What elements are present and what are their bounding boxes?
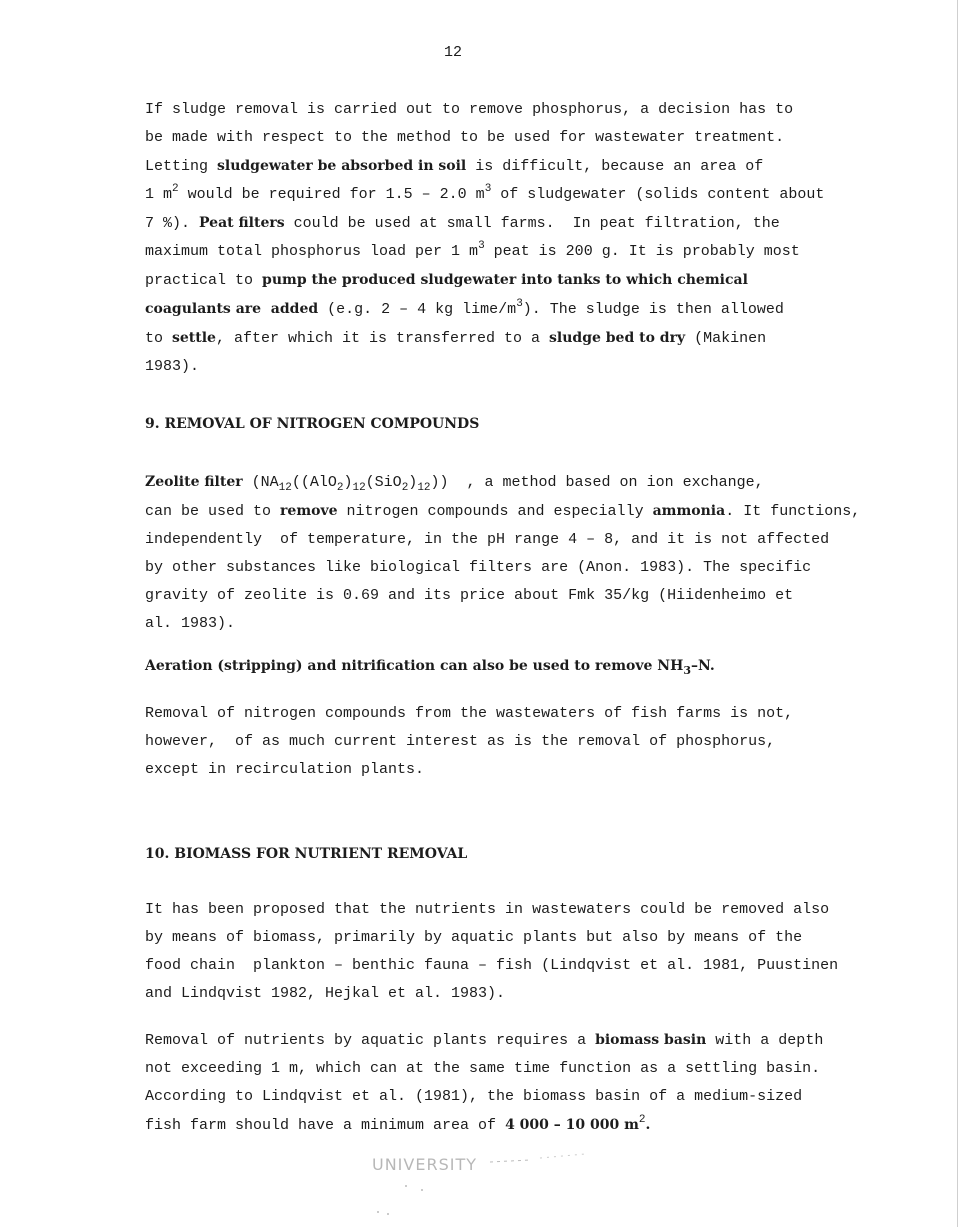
- text-line: can be used to remove nitrogen compounds and especially ammonia. It functions,: [145, 503, 861, 520]
- text-line: gravity of zeolite is 0.69 and its price about Fmk 35/kg (Hiidenheimo et: [145, 587, 794, 604]
- text-line: al. 1983).: [145, 615, 236, 632]
- text-line: practical to pump the produced sludgewater into tanks to which chemical: [145, 272, 748, 289]
- text-line: It has been proposed that the nutrients in wastewaters could be removed also: [145, 901, 830, 918]
- section-heading-9: 9. REMOVAL OF NITROGEN COMPOUNDS: [145, 416, 480, 432]
- text-line: Zeolite filter $(NA_{12}((AlO_2)_{12}(SiO_2)_{12}))$ , a method based on ion exchange,: [145, 474, 764, 494]
- paragraph-biomass-basin: [145, 1026, 905, 1140]
- text-line: coagulants are added (e.g. 2 – 4 kg lime/$m^3$). The sludge is then allowed: [145, 298, 784, 318]
- scan-edge-line: [957, 0, 958, 1227]
- text-line: independently of temperature, in the pH range 4 – 8, and it is not affected: [145, 531, 830, 548]
- text-line: 1983).: [145, 358, 200, 375]
- text-line: According to Lindqvist et al. (1981), the biomass basin of a medium-sized: [145, 1088, 803, 1105]
- text-line: fish farm should have a minimum area of 4 000 – 10 000 $m^2$.: [145, 1114, 651, 1134]
- section-heading-10: 10. BIOMASS FOR NUTRIENT REMOVAL: [145, 846, 468, 862]
- aeration-statement: Aeration (stripping) and nitrification can also be used to remove $NH_3-N$.: [145, 658, 715, 677]
- paragraph-sludge-removal: [145, 96, 905, 381]
- text-line: Removal of nutrients by aquatic plants requires a biomass basin with a depth: [145, 1032, 824, 1049]
- text-line: food chain plankton – benthic fauna – fish (Lindqvist et al. 1981, Puustinen: [145, 957, 839, 974]
- text-line: maximum total phosphorus load per 1 $m^3$ peat is 200 g. It is probably most: [145, 240, 800, 260]
- text-line: Letting sludgewater be absorbed in soil is difficult, because an area of: [145, 158, 764, 175]
- text-line: and Lindqvist 1982, Hejkal et al. 1983).: [145, 985, 506, 1002]
- stamp-text: UNIVERSITY: [372, 1155, 477, 1174]
- paragraph-zeolite-filter: [145, 468, 905, 638]
- text-line: 7 %). Peat filters could be used at small farms. In peat filtration, the: [145, 215, 780, 232]
- text-line: 1 $m^2$ would be required for 1.5 – 2.0 $m^3$ of sludgewater (solids content about: [145, 183, 825, 203]
- paragraph-biomass-proposal: [145, 896, 905, 1008]
- text-line: be made with respect to the method to be used for wastewater treatment.: [145, 129, 785, 146]
- text-line: except in recirculation plants.: [145, 761, 425, 778]
- text-line: not exceeding 1 m, which can at the same time function as a settling basin.: [145, 1060, 821, 1077]
- paragraph-nitrogen-interest: [145, 700, 905, 784]
- text-line: by means of biomass, primarily by aquatic plants but also by means of the: [145, 929, 803, 946]
- text-line: however, of as much current interest as is the removal of phosphorus,: [145, 733, 776, 750]
- page-number: 12: [444, 44, 463, 61]
- library-stamp: [370, 1140, 600, 1220]
- text-line: to settle, after which it is transferred to a sludge bed to dry (Makinen: [145, 330, 767, 347]
- text-line: If sludge removal is carried out to remove phosphorus, a decision has to: [145, 101, 794, 118]
- text-line: Removal of nitrogen compounds from the wastewaters of fish farms is not,: [145, 705, 794, 722]
- text-line: by other substances like biological filters are (Anon. 1983). The specific: [145, 559, 812, 576]
